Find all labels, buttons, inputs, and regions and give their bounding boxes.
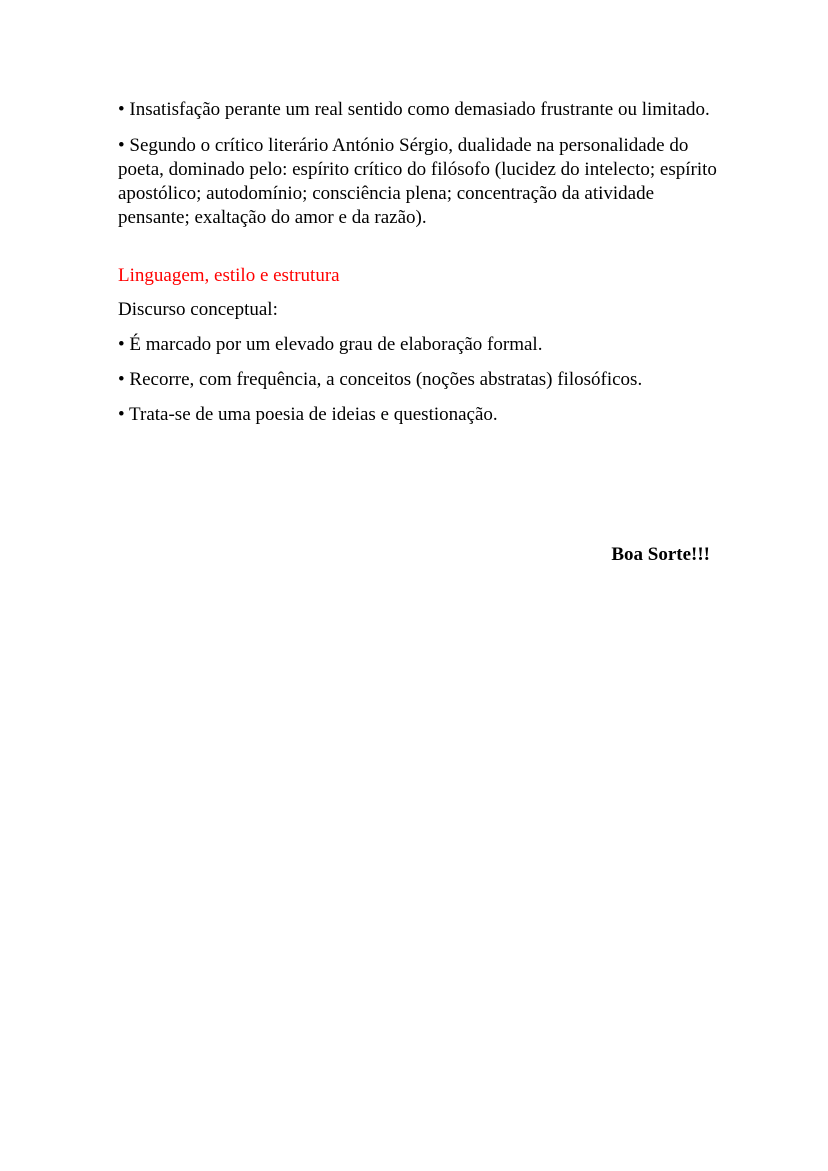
bullet-item: • Recorre, com frequência, a conceitos (noções abstratas) filosóficos. — [118, 369, 643, 390]
paragraph-dissatisfaction: • Insatisfação perante um real sentido como demasiado frustrante ou limitado. — [118, 99, 710, 120]
paragraph-antonio-sergio: • Segundo o crítico literário António Sérgio, dualidade na personalidade do poeta, dominado pelo: espírito crítico do filósofo (lucidez do intelecto; espírito apostólico; autodomínio; consciência plena; concentração da atividade pensante; exaltação do amor e da razão). — [118, 135, 717, 228]
bullet-item: • Trata-se de uma poesia de ideias e questionação. — [118, 404, 498, 425]
signoff-text: Boa Sorte!!! — [611, 544, 710, 565]
document-body — [118, 98, 718, 438]
section-heading: Linguagem, estilo e estrutura — [118, 265, 340, 286]
intro-line: Discurso conceptual: — [118, 299, 278, 320]
bullet-item: • É marcado por um elevado grau de elaboração formal. — [118, 334, 543, 355]
